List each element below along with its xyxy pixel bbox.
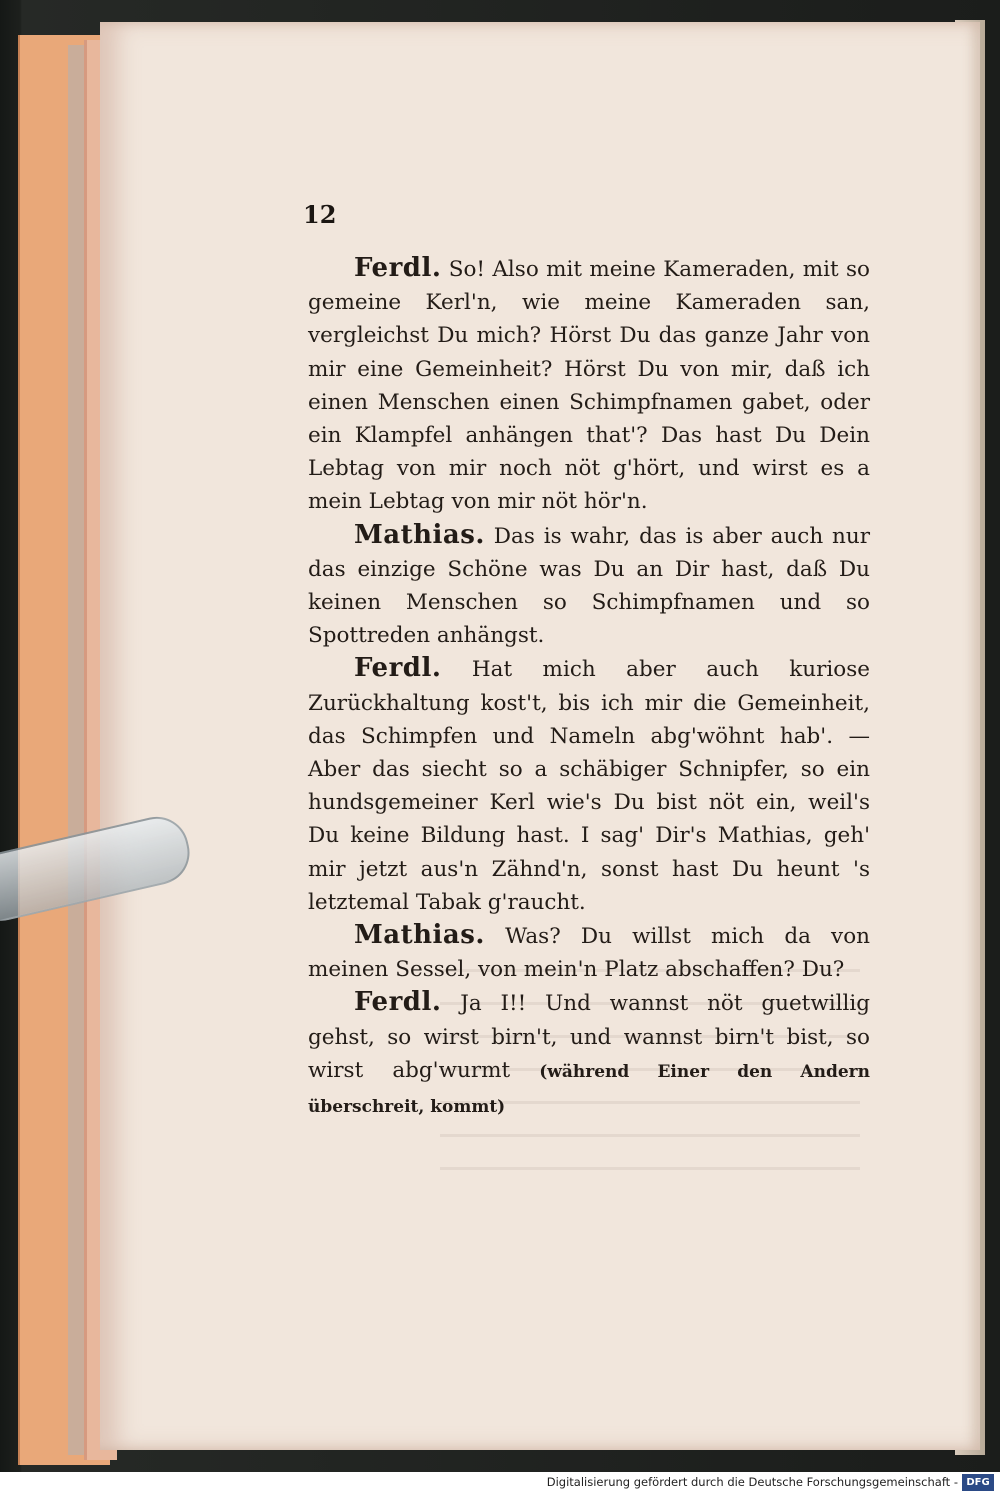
- speaker-name: Mathias.: [354, 519, 485, 550]
- dialogue-text: Das is wahr, das is aber auch nur das einzige Schöne was Du an Dir hast, daß Du keinen Menschen so Schimpfnamen und so Spottreden anhängst.: [308, 523, 870, 649]
- dialogue-text: Hat mich aber auch kuriose Zurückhaltung kost't, bis ich mir die Gemeinheit, das Schimpfen und Nameln abg'wöhnt hab'. — Aber das siecht so a schäbiger Schnipfer, so ein hundsgemeiner Kerl wie's Du bist nöt ein, weil's Du keine Bildung hast. I sag' Dir's Mathias, geh' mir jetzt aus'n Zähnd'n, sonst hast Du heunt 's letztemal Tabak g'raucht.: [308, 657, 870, 915]
- dialogue-paragraph: [308, 519, 870, 653]
- dfg-logo: DFG: [962, 1474, 994, 1491]
- dialogue-paragraph: [308, 652, 870, 919]
- speaker-name: Ferdl.: [354, 653, 442, 684]
- stage-direction: (während Einer den Andern überschreit, kommt): [308, 1061, 871, 1118]
- dialogue-text: Ja I!! Und wannst nöt guetwillig gehst, so wirst birn't, und wannst birn't bist, so wirst abg'wurmt: [308, 991, 870, 1083]
- dialogue-paragraph: [308, 986, 870, 1124]
- speaker-name: Ferdl.: [354, 987, 442, 1018]
- digitization-credit: Digitalisierung gefördert durch die Deutsche Forschungsgemeinschaft -: [546, 1475, 958, 1489]
- speaker-name: Ferdl.: [354, 253, 442, 283]
- page-number: 12: [303, 200, 337, 229]
- dialogue-paragraph: [308, 252, 870, 519]
- play-text: [308, 252, 870, 1124]
- speaker-name: Mathias.: [354, 920, 485, 951]
- dialogue-text: So! Also mit meine Kameraden, mit so gemeine Kerl'n, wie meine Kameraden san, vergleichst Du mich? Hörst Du das ganze Jahr von mir eine Gemeinheit? Hörst Du von mir, daß ich einen Menschen einen Schimpfnamen gabet, oder ein Klampfel anhängen that'? Das hast Du Dein Lebtag von mir noch nöt g'hört, und wirst es a mein Lebtag von mir nöt hör'n.: [308, 257, 871, 515]
- dialogue-paragraph: [308, 919, 870, 986]
- dialogue-text: Was? Du willst mich da von meinen Sessel, von mein'n Platz abschaffen? Du?: [308, 924, 870, 983]
